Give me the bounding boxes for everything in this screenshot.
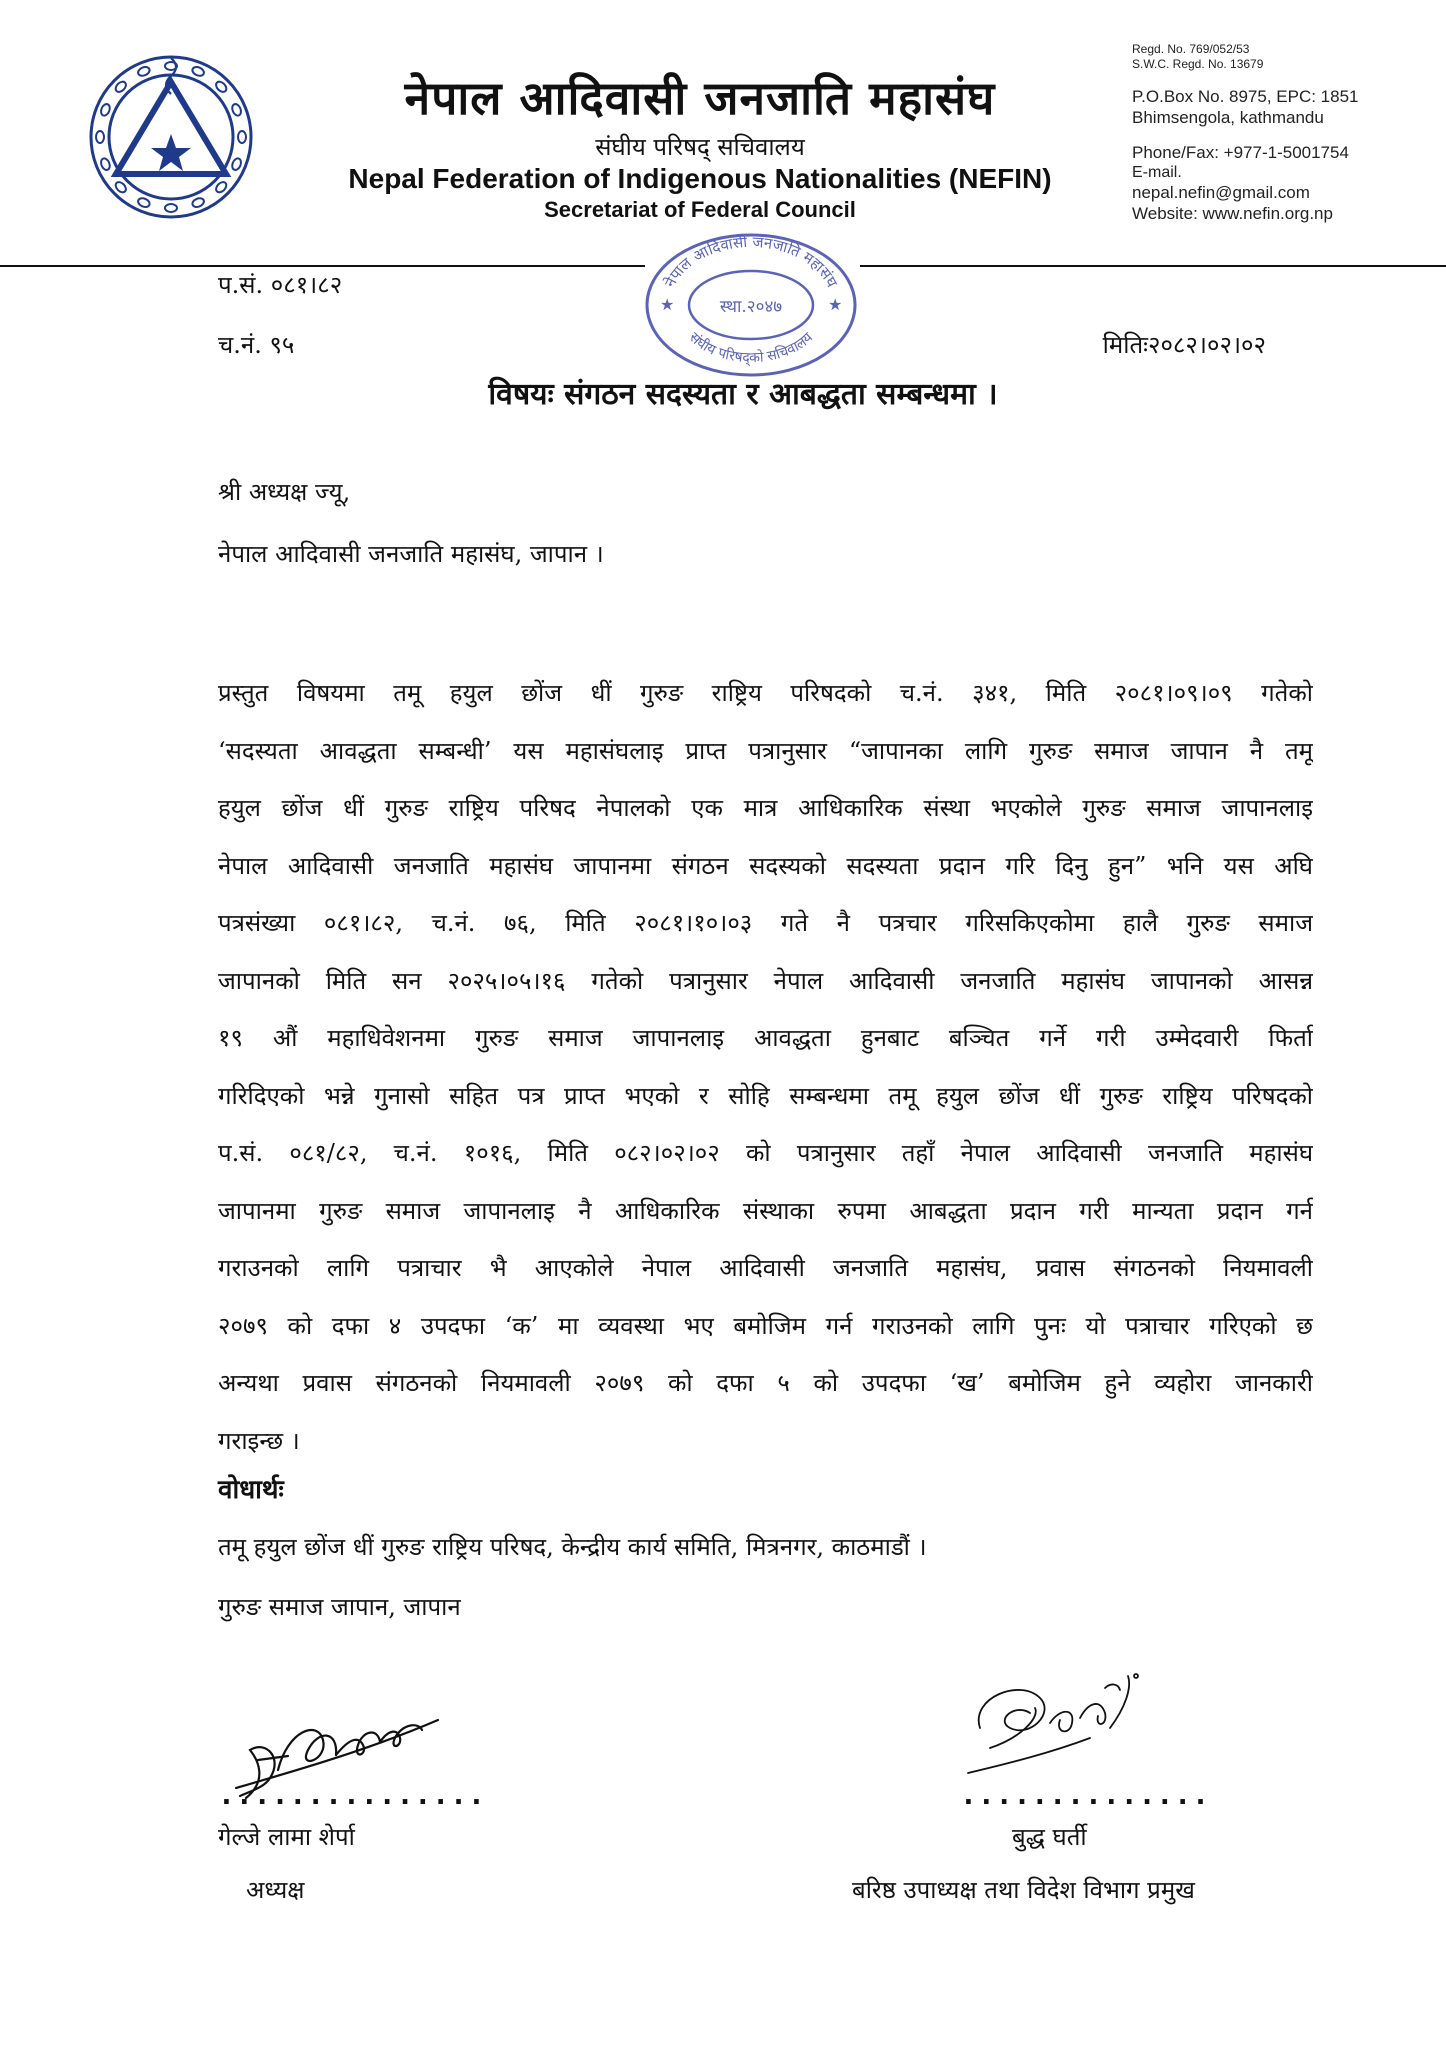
body-line: प्रस्तुत विषयमा तमू हयुल छोंज धीं गुरुङ राष्ट्रिय परिषदको च.नं. ३४१, मिति २०८१।०९।०९ गतेको <box>218 679 1313 707</box>
body-line: पत्रसंख्या ०८१।८२, च.नं. ७६, मिति २०८१।१०।०३ गते नै पत्रचार गरिसकिएकोमा हालै गुरुङ समाज <box>218 909 1313 937</box>
body-line: जापानको मिति सन २०२५।०५।१६ गतेको पत्रानुसार नेपाल आदिवासी जनजाति महासंघ जापानको आसन्न <box>218 966 1313 995</box>
body-line: जापानमा गुरुङ समाज जापानलाइ नै आधिकारिक संस्थाका रुपमा आबद्धता प्रदान गरी मान्यता प्रदान गर्न <box>218 1196 1313 1225</box>
letter-number: प.सं. ०८१।८२ <box>218 271 343 299</box>
signature-line-left: ............... <box>218 1778 486 1811</box>
addressee-organization: नेपाल आदिवासी जनजाति महासंघ, जापान । <box>218 540 604 568</box>
body-line: गराउनको लागि पत्राचार भै आएकोले नेपाल आदिवासी जनजाति महासंघ, प्रवास संगठनको नियमावली <box>218 1254 1313 1282</box>
header-divider-right <box>860 265 1446 267</box>
signature-line-right: .............. <box>960 1778 1211 1811</box>
svg-text:संघीय परिषद्को सचिवालय <box>686 329 817 367</box>
stamp-star-left-icon: ★ <box>660 295 675 314</box>
po-box: P.O.Box No. 8975, EPC: 1851 <box>1132 87 1359 106</box>
cc-recipient: तमू हयुल छोंज धीं गुरुङ राष्ट्रिय परिषद, केन्द्रीय कार्य समिति, मित्रनगर, काठमाडौं । <box>218 1533 927 1561</box>
stamp-center-text: स्था.२०४७ <box>719 297 783 317</box>
dispatch-number: च.नं. ९५ <box>218 331 295 359</box>
org-name-nepali: नेपाल आदिवासी जनजाति महासंघ <box>404 71 996 125</box>
subject-line: विषयः संगठन सदस्यता र आबद्धता सम्बन्धमा । <box>488 377 998 412</box>
letter-body <box>218 665 1313 1470</box>
website: Website: www.nefin.org.np <box>1132 204 1333 223</box>
org-name-english: Nepal Federation of Indigenous Nationalities (NEFIN) <box>348 163 1052 194</box>
body-line: १९ औं महाधिवेशनमा गुरुङ समाज जापानलाइ आवद्धता हुनबाट बञ्चित गर्ने गरी उम्मेदवारी फिर्ता <box>218 1024 1313 1052</box>
salutation: श्री अध्यक्ष ज्यू, <box>218 478 351 506</box>
contact-block <box>1132 42 1432 224</box>
svg-text:नेपाल आदिवासी जनजाति महासंघ <box>661 233 842 291</box>
cc-heading: वोधार्थः <box>218 1475 284 1505</box>
phone: Phone/Fax: +977-1-5001754 <box>1132 143 1349 162</box>
swc-regd-no: S.W.C. Regd. No. 13679 <box>1132 57 1264 71</box>
stamp-bottom-text: संघीय परिषद्को सचिवालय <box>685 329 817 367</box>
stamp-top-text: नेपाल आदिवासी जनजाति महासंघ <box>660 232 842 291</box>
signatory-right-title: बरिष्ठ उपाध्यक्ष तथा विदेश विभाग प्रमुख <box>852 1876 1195 1904</box>
email: nepal.nefin@gmail.com <box>1132 183 1310 202</box>
body-line: गरिदिएको भन्ने गुनासो सहित पत्र प्राप्त भएको र सोहि सम्बन्धमा तमू हयुल छोंज धीं गुरुङ राष्ट्रिय परिषदको <box>218 1081 1313 1110</box>
org-subtitle-nepali: संघीय परिषद् सचिवालय <box>595 133 805 161</box>
nefin-logo <box>86 52 256 222</box>
office-stamp <box>640 230 862 380</box>
email-label: E-mail. <box>1132 164 1182 181</box>
stamp-star-right-icon: ★ <box>828 295 843 314</box>
org-subtitle-english: Secretariat of Federal Council <box>544 197 856 222</box>
body-line: २०७९ को दफा ४ उपदफा ‘क’ मा व्यवस्था भए बमोजिम गर्न गराउनको लागि पुनः यो पत्राचार गरिएको छ <box>218 1311 1313 1340</box>
body-line: नेपाल आदिवासी जनजाति महासंघ जापानमा संगठन सदस्यको सदस्यता प्रदान गरि दिनु हुन” भनि यस अघि <box>218 851 1313 880</box>
signatory-left-title: अध्यक्ष <box>246 1876 305 1904</box>
body-line: ‘सदस्यता आवद्धता सम्बन्धी’ यस महासंघलाइ प्राप्त पत्रानुसार “जापानका लागि गुरुङ समाज जापान नै तमू <box>218 736 1313 765</box>
regd-no: Regd. No. 769/052/53 <box>1132 42 1250 56</box>
address: Bhimsengola, kathmandu <box>1132 108 1324 127</box>
body-line: अन्यथा प्रवास संगठनको नियमावली २०७९ को दफा ५ को उपदफा ‘ख’ बमोजिम हुने व्यहोरा जानकारी <box>218 1369 1313 1397</box>
body-line: प.सं. ०८१/८२, च.नं. १०१६, मिति ०८२।०२।०२ को पत्रानुसार तहाँ नेपाल आदिवासी जनजाति महासंघ <box>218 1139 1313 1167</box>
letter-date: मितिः२०८२।०२।०२ <box>1102 331 1266 359</box>
signature-right <box>960 1668 1160 1788</box>
signatory-left-name: गेल्जे लामा शेर्पा <box>218 1823 355 1851</box>
header-divider-left <box>0 265 645 267</box>
body-line: गराइन्छ । <box>218 1426 300 1455</box>
signatory-right-name: बुद्ध घर्ती <box>1012 1823 1087 1851</box>
cc-recipient: गुरुङ समाज जापान, जापान <box>218 1593 461 1621</box>
body-line: हयुल छोंज धीं गुरुङ राष्ट्रिय परिषद नेपालको एक मात्र आधिकारिक संस्था भएकोले गुरुङ समाज जापानलाइ <box>218 794 1313 822</box>
